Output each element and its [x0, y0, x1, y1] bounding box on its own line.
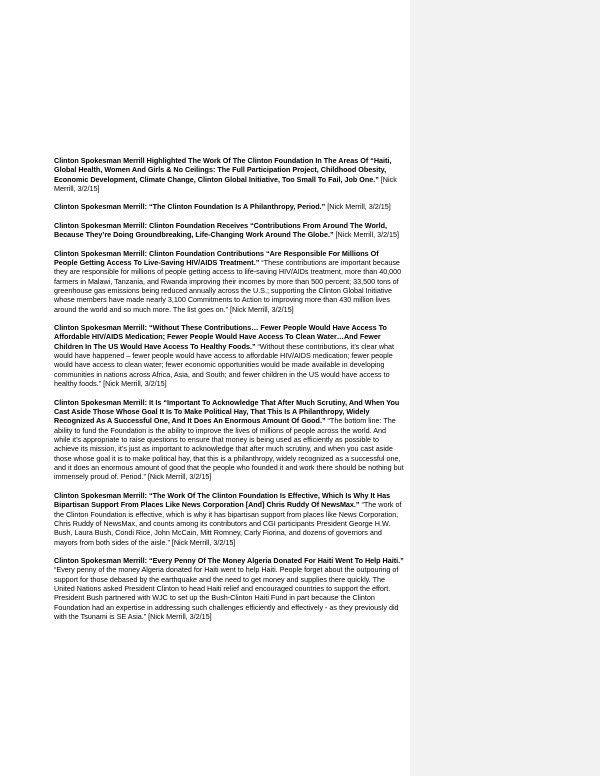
paragraph-headline: Clinton Spokesman Merrill: “Without These Contributions… Fewer People Would Have Access To Affordable HIV/AIDS Medication; Fewer People Would Have Access To Clean Water…And Fewer Children In The US Would Have Access To Healthy Foods.” — [54, 323, 387, 351]
paragraph-headline: Clinton Spokesman Merrill: “Every Penny Of The Money Algeria Donated For Haiti Went To Help Haiti.” — [54, 555, 404, 565]
paragraph-headline: Clinton Spokesman Merrill: Clinton Foundation Contributions “Are Responsible For Millions Of People Getting Access To Live-Saving HIV/AIDS Treatment.” — [54, 248, 379, 267]
paragraph-text: [Nick Merrill, 3/2/15] — [325, 202, 391, 212]
paragraph — [54, 221, 404, 240]
paragraph-headline: Clinton Spokesman Merrill: “The Clinton Foundation Is A Philanthropy, Period.” — [54, 202, 326, 212]
paragraph — [54, 491, 404, 547]
paragraph-headline: Clinton Spokesman Merrill: “The Work Of The Clinton Foundation Is Effective, Which Is Why It Has Bipartisan Support From Places Like News Corporation [And] Chris Ruddy Of NewsMax.” — [54, 490, 391, 510]
paragraph-text: “Every penny of the money Algeria donated for Haiti went to help Haiti. People forget about the outpouring of support for those debased by the earthquake and the need to get money and supplies there quickly. The United Nations asked President Clinton to head Haiti relief and encouraged countries to support the effort. President Bush partnered with WJC to set up the Bush-Clinton Haiti Fund in part because the Clinton Foundation had an expertise in addressing such challenges efficiently and effectively - as they previously did with the Tsunami is SE Asia.” [Nick Merrill, 3/2/15] — [54, 565, 399, 622]
paragraph — [54, 323, 404, 389]
paragraph-text: “The work of the Clinton Foundation is effective, which is why it has bipartisan support from places like News Corporation, Chris Ruddy of NewsMax, and counts among its contributors and CGI participants President George H.W. Bush, Laura Bush, Condi Rice, John McCain, Mitt Romney, Carly Fiorina, and dozens of governors and mayors from both sides of the aisle.” [Nick Merrill, 3/2/15] — [54, 500, 402, 547]
paragraph-headline: Clinton Spokesman Merrill: Clinton Foundation Receives “Contributions From Around The World, Because They’re Doing Groundbreaking, Life-Changing Work Around The Globe.” — [54, 220, 388, 240]
paragraph — [54, 556, 404, 622]
paragraph-text: “Without these contributions, it’s clear what would have happened – fewer people would have access to affordable HIV/AIDS medication; fewer people would have access to clean water; fewer economic opportunities would be made available in developing communities in nations across Africa, Asia, and South; and fewer children in the US would have access to healthy foods.” [Nick Merrill, 3/2/15] — [54, 341, 395, 389]
paragraph-text: “The bottom line: The ability to fund the Foundation is the ability to improve the lives of millions of people across the world. And while it’s appropriate to raise questions to ensure that money is being used as efficiently as possible to achieve its mission, it’s just as important to acknowledge that after much scrutiny, and when you cast aside those whose goal it is to make political hay, that this is a philanthropy, widely recognized as a successful one, and it does an enormous amount of good that the people who founded it and work there should be nothing but immensely proud of. Period.” [Nick Merrill, 3/2/15] — [54, 416, 404, 482]
comment-margin-pane — [410, 0, 600, 776]
document-body — [54, 156, 404, 630]
paragraph — [54, 398, 404, 482]
paragraph-text: [Nick Merrill, 3/2/15] — [54, 174, 397, 194]
paragraph — [54, 202, 404, 211]
paragraph-headline: Clinton Spokesman Merrill: It Is “Important To Acknowledge That After Much Scrutiny, And When You Cast Aside Those Whose Goal It Is To Make Political Hay, That This Is A Philanthropy, Widely Recognized As A Successful One, And It Does An Enormous Amount Of Good.” — [54, 397, 400, 426]
paragraph-headline: Clinton Spokesman Merrill Highlighted The Work Of The Clinton Foundation In The Areas Of “Haiti, Global Health, Women And Girls & No Ceilings: The Full Participation Project, Childhood Obesity, Economic Development, Climate Change, Clinton Global Initiative, Too Small To Fail, Job One.” — [54, 156, 392, 184]
paragraph — [54, 156, 404, 193]
paragraph-text: “These contributions are important because they are responsible for millions of people getting access to life-saving HIV/AIDs treatment, more than 40,000 farmers in Malawi, Tanzania, and Rwanda improving their incomes by more than 500 percent; 33,500 tons of greenhouse gas emissions being reduced annually across the U.S.; supporting the Clinton Global Initiative whose members have made nearly 3,100 Commitments to Action to improving more than 430 million lives around the world and so much more. The list goes on.” [Nick Merrill, 3/2/15] — [54, 257, 402, 314]
paragraph — [54, 249, 404, 315]
paragraph-text: [Nick Merrill, 3/2/15] — [333, 230, 400, 240]
